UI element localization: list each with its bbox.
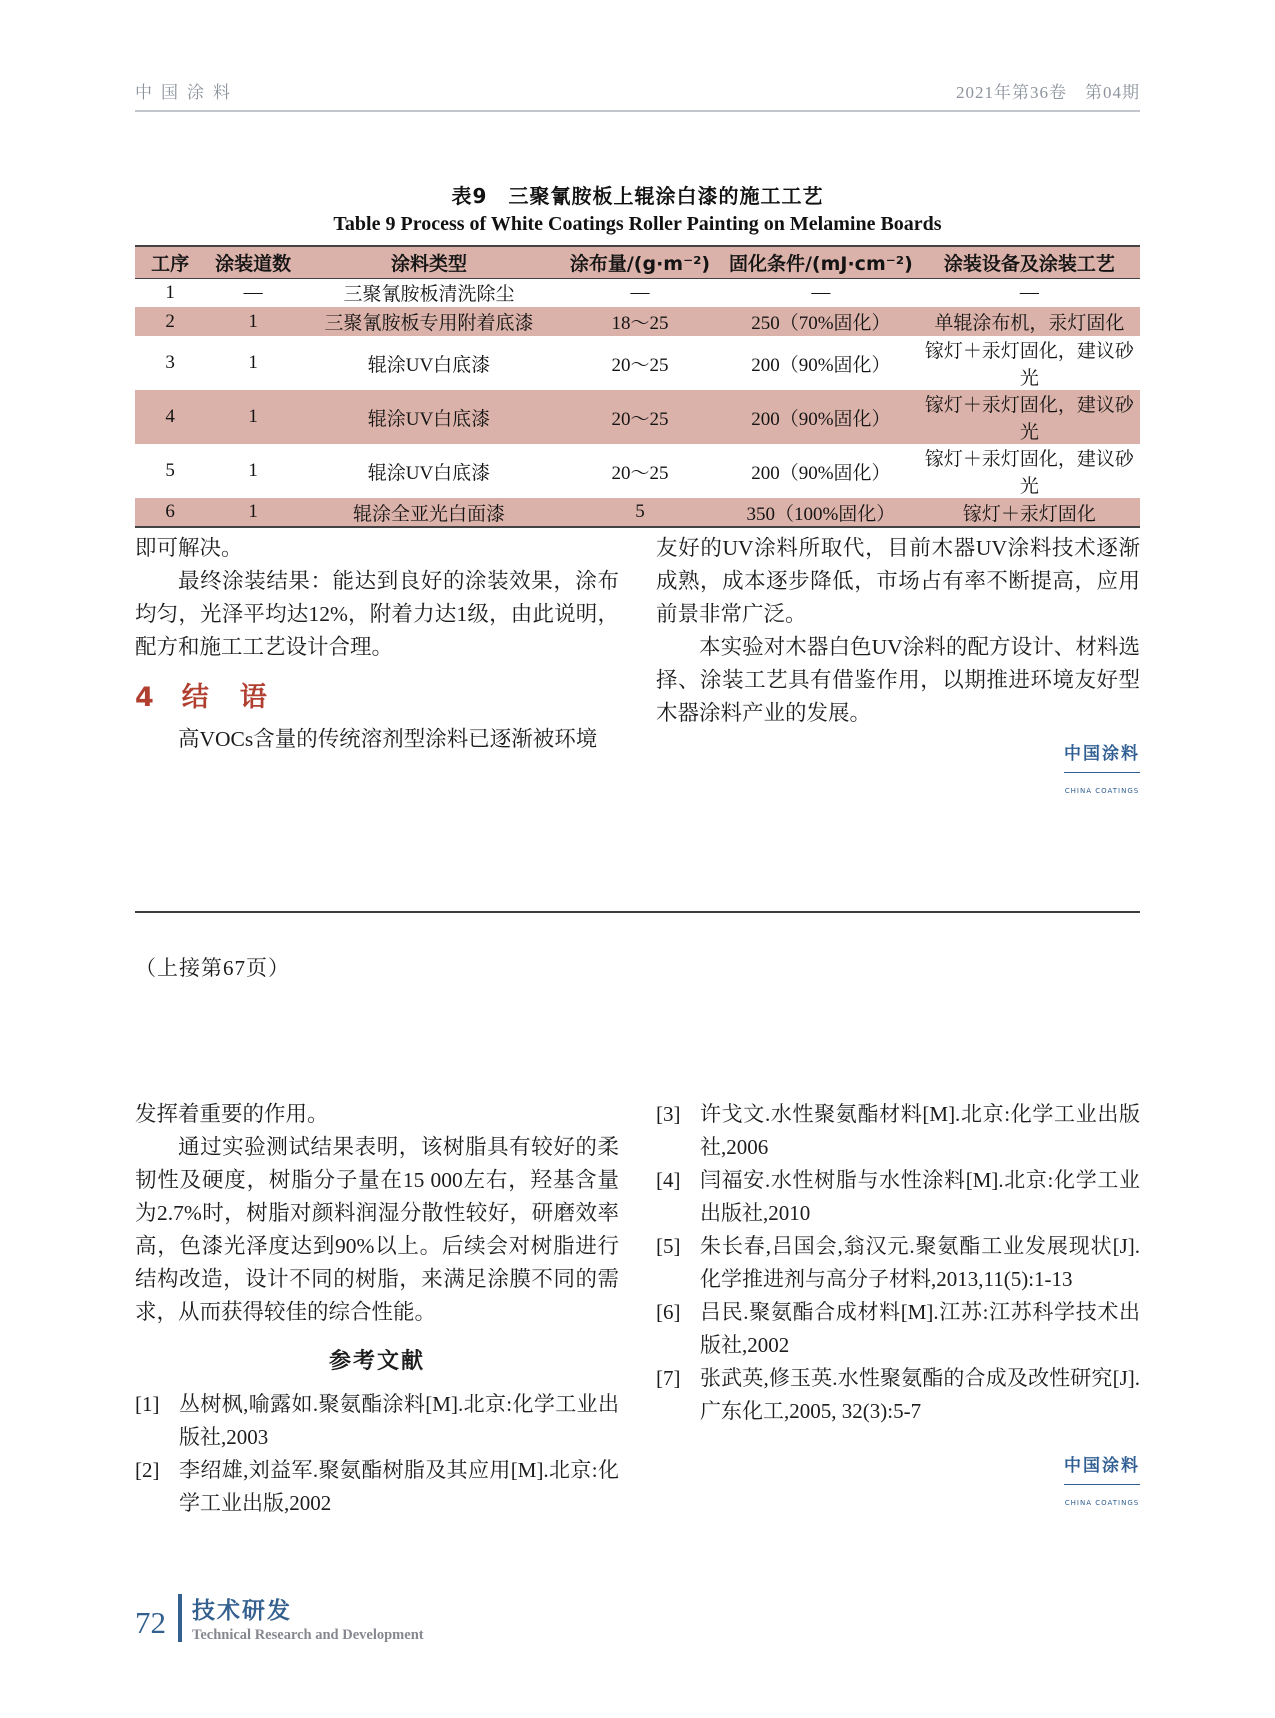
reference-text: 闫福安.水性树脂与水性涂料[M].北京:化学工业出版社,2010 bbox=[700, 1168, 1140, 1225]
paragraph: 友好的UV涂料所取代，目前木器UV涂料技术逐渐成熟，成本逐步降低，市场占有率不断提高，应用前景非常广泛。 bbox=[656, 536, 1140, 626]
table-cell: 单辊涂布机，汞灯固化 bbox=[919, 307, 1140, 336]
table-row bbox=[135, 278, 1140, 307]
table-cell: 350（100%固化） bbox=[723, 498, 919, 527]
paragraph: 发挥着重要的作用。 bbox=[135, 1102, 329, 1126]
reference-number: [1] bbox=[135, 1392, 160, 1416]
china-coatings-logo bbox=[1064, 738, 1140, 808]
reference-item bbox=[135, 1454, 619, 1520]
process-table bbox=[135, 245, 1140, 528]
article-divider bbox=[135, 911, 1140, 913]
paragraph: 最终涂装结果：能达到良好的涂装效果，涂布均匀，光泽平均达12%，附着力达1级，由此说明，配方和施工工艺设计合理。 bbox=[135, 569, 619, 659]
col-header: 固化条件/(mJ·cm⁻²) bbox=[723, 246, 919, 278]
reference-number: [4] bbox=[656, 1168, 681, 1192]
references-heading: 参考文献 bbox=[328, 1349, 425, 1374]
reference-text: 吕民.聚氨酯合成材料[M].江苏:江苏科学技术出版社,2002 bbox=[700, 1300, 1140, 1357]
col-header: 涂料类型 bbox=[301, 246, 557, 278]
issue-info: 2021年第36卷 第04期 bbox=[956, 83, 1140, 102]
second-article-section bbox=[135, 1098, 1140, 1520]
reference-item bbox=[656, 1362, 1140, 1428]
reference-item bbox=[656, 1164, 1140, 1230]
logo-en-text: CHINA COATINGS bbox=[1064, 787, 1140, 795]
table-section bbox=[135, 180, 1140, 528]
table-cell: 1 bbox=[205, 498, 300, 527]
col-header: 涂装设备及涂装工艺 bbox=[919, 246, 1140, 278]
logo-cn-text: 中国涂料 bbox=[1064, 1450, 1140, 1485]
table-cell: 18～25 bbox=[557, 307, 723, 336]
reference-item bbox=[135, 1388, 619, 1454]
col-header: 工序 bbox=[135, 246, 205, 278]
table-title-cn: 表9 三聚氰胺板上辊涂白漆的施工工艺 bbox=[451, 184, 824, 208]
table-cell: — bbox=[1019, 281, 1039, 303]
table-cell: 1 bbox=[205, 390, 300, 444]
table-cell: 1 bbox=[205, 307, 300, 336]
table-cell: 镓灯＋汞灯固化，建议砂光 bbox=[924, 341, 1134, 389]
table-header-row bbox=[135, 246, 1140, 278]
table-cell: 镓灯＋汞灯固化，建议砂光 bbox=[924, 449, 1134, 497]
table-row bbox=[135, 336, 1140, 390]
reference-text: 丛树枫,喻露如.聚氨酯涂料[M].北京:化学工业出版社,2003 bbox=[179, 1392, 619, 1449]
table-cell: 20～25 bbox=[611, 354, 669, 376]
table-cell: 200（90%固化） bbox=[723, 390, 919, 444]
paragraph: 通过实验测试结果表明，该树脂具有较好的柔韧性及硬度，树脂分子量在15 000左右，羟基含量为2.7%时，树脂对颜料润湿分散性较好，研磨效率高，色漆光泽度达到90%以上。后续会对树脂进行结构改造，设计不同的树脂，来满足涂膜不同的需求，从而获得较佳的综合性能。 bbox=[135, 1135, 619, 1324]
table-cell: 3 bbox=[165, 352, 175, 373]
table-cell: 5 bbox=[165, 460, 175, 481]
left-column bbox=[135, 1098, 619, 1520]
footer-column-block bbox=[192, 1592, 424, 1644]
reference-text: 朱长春,吕国会,翁汉元.聚氨酯工业发展现状[J].化学推进剂与高分子材料,2013,11(5):1-13 bbox=[700, 1234, 1140, 1291]
page-header bbox=[135, 78, 1140, 112]
conclusion-section bbox=[135, 532, 1140, 808]
section-title: 结 语 bbox=[181, 682, 269, 713]
table-cell: 1 bbox=[165, 281, 175, 303]
reference-text: 张武英,修玉英.水性聚氨酯的合成及改性研究[J].广东化工,2005, 32(3):5-7 bbox=[700, 1366, 1140, 1423]
paragraph: 高VOCs含量的传统溶剂型涂料已逐渐被环境 bbox=[178, 727, 598, 751]
table-cell: 20～25 bbox=[557, 390, 723, 444]
table-cell: — bbox=[630, 281, 650, 303]
footer-divider-bar bbox=[178, 1594, 182, 1642]
col-header: 涂装道数 bbox=[205, 246, 300, 278]
reference-number: [2] bbox=[135, 1458, 160, 1482]
right-column bbox=[656, 1098, 1140, 1520]
table-cell: 辊涂UV白底漆 bbox=[301, 390, 557, 444]
table-cell: — bbox=[243, 281, 263, 303]
reference-text: 李绍雄,刘益军.聚氨酯树脂及其应用[M].北京:化学工业出版,2002 bbox=[179, 1458, 619, 1515]
table-row bbox=[135, 498, 1140, 527]
table-cell: 200（90%固化） bbox=[751, 462, 891, 484]
table-row bbox=[135, 307, 1140, 336]
left-column bbox=[135, 532, 619, 808]
section-number: 4 bbox=[135, 682, 156, 713]
right-column bbox=[656, 532, 1140, 808]
table-cell: 20～25 bbox=[611, 462, 669, 484]
reference-text: 许戈文.水性聚氨酯材料[M].北京:化学工业出版社,2006 bbox=[700, 1102, 1140, 1159]
table-cell: 2 bbox=[135, 307, 205, 336]
table-cell: 200（90%固化） bbox=[751, 354, 891, 376]
table-cell: — bbox=[811, 281, 831, 303]
reference-number: [6] bbox=[656, 1300, 681, 1324]
table-cell: 辊涂UV白底漆 bbox=[367, 354, 491, 376]
table-cell: 4 bbox=[135, 390, 205, 444]
footer-column-title: 技术研发 bbox=[192, 1598, 292, 1624]
table-cell: 250（70%固化） bbox=[723, 307, 919, 336]
col-header: 涂布量/(g·m⁻²) bbox=[557, 246, 723, 278]
china-coatings-logo bbox=[1064, 1450, 1140, 1520]
paragraph: 即可解决。 bbox=[135, 536, 243, 560]
table-row bbox=[135, 390, 1140, 444]
reference-number: [5] bbox=[656, 1234, 681, 1258]
table-cell: 辊涂全亚光白面漆 bbox=[301, 498, 557, 527]
journal-name: 中国涂料 bbox=[135, 83, 239, 103]
table-cell: 镓灯＋汞灯固化，建议砂光 bbox=[919, 390, 1140, 444]
table-row bbox=[135, 444, 1140, 498]
continued-note: （上接第67页） bbox=[135, 956, 290, 980]
table-cell: 三聚氰胺板专用附着底漆 bbox=[301, 307, 557, 336]
logo-en-text: CHINA COATINGS bbox=[1064, 1499, 1140, 1507]
table-cell: 6 bbox=[135, 498, 205, 527]
logo-cn-text: 中国涂料 bbox=[1064, 738, 1140, 773]
reference-item bbox=[656, 1296, 1140, 1362]
reference-number: [3] bbox=[656, 1102, 681, 1126]
section-heading bbox=[135, 681, 619, 714]
table-cell: 1 bbox=[248, 460, 258, 481]
reference-number: [7] bbox=[656, 1366, 681, 1390]
table-title-en: Table 9 Process of White Coatings Roller Painting on Melamine Boards bbox=[333, 213, 942, 235]
table-cell: 镓灯＋汞灯固化 bbox=[919, 498, 1140, 527]
table-cell: 5 bbox=[557, 498, 723, 527]
reference-item bbox=[656, 1230, 1140, 1296]
paragraph: 本实验对木器白色UV涂料的配方设计、材料选择、涂装工艺具有借鉴作用，以期推进环境友好型木器涂料产业的发展。 bbox=[656, 635, 1140, 725]
page-footer bbox=[135, 1592, 424, 1644]
table-cell: 辊涂UV白底漆 bbox=[367, 462, 491, 484]
table-cell: 三聚氰胺板清洗除尘 bbox=[343, 284, 515, 306]
reference-item bbox=[656, 1098, 1140, 1164]
table-cell: 1 bbox=[248, 352, 258, 373]
footer-page-number: 72 bbox=[135, 1605, 166, 1640]
footer-column-subtitle: Technical Research and Development bbox=[192, 1627, 424, 1643]
